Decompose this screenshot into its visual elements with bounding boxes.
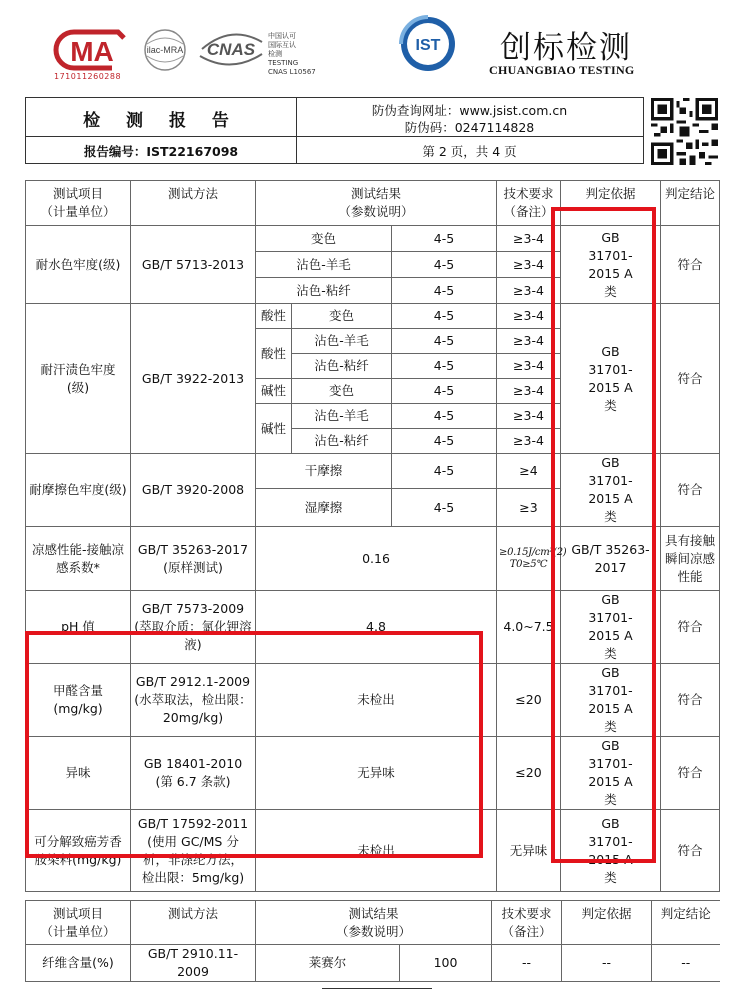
result-value: 4-5 (392, 278, 497, 304)
header-item: 测试项目 （计量单位） (26, 901, 131, 945)
req-cell: ≥0.15J/cm²(2) T0≥5℃ (497, 527, 561, 591)
alkali-label: 碱性 (256, 404, 292, 454)
result-label: 沾色-羊毛 (256, 252, 392, 278)
result-value: 未检出 (256, 810, 497, 892)
req-cell: ≥3-4 (497, 429, 561, 454)
header-conclusion: 判定结论 (652, 901, 720, 945)
acid-label: 酸性 (256, 304, 292, 329)
basis-cell: GB 31701-2015 A 类 (561, 810, 661, 892)
conclusion-cell: 符合 (661, 454, 720, 527)
cnas-line: 国际互认 (268, 41, 296, 49)
result-value: 4-5 (392, 489, 497, 527)
result-value: 4-5 (392, 226, 497, 252)
cnas-caption (268, 32, 316, 77)
report-header (25, 97, 644, 164)
table-row (26, 304, 720, 329)
header-item: 测试项目 （计量单位） (26, 181, 131, 226)
req-cell: ≥3-4 (497, 354, 561, 379)
conclusion-cell: -- (652, 945, 720, 982)
header-req: 技术要求 （备注） (497, 181, 561, 226)
result-label: 干摩擦 (256, 454, 392, 489)
result-value: 4-5 (392, 252, 497, 278)
req-cell: ≥3-4 (497, 252, 561, 278)
item-cell: 异味 (26, 737, 131, 810)
result-value: 4-5 (392, 379, 497, 404)
req-cell: -- (492, 945, 562, 982)
conclusion-cell: 符合 (661, 226, 720, 304)
method-cell: GB/T 17592-2011 (使用 GC/MS 分析，非涤纶方法，检出限：5mg/kg) (131, 810, 256, 892)
qr-code-icon[interactable] (651, 98, 718, 165)
header-result: 测试结果 （参数说明） (256, 181, 497, 226)
cma-text: MA (70, 36, 114, 67)
conclusion-cell: 符合 (661, 304, 720, 454)
cma-logo (52, 28, 128, 72)
req-cell: ≥3-4 (497, 404, 561, 429)
method-cell: GB/T 35263-2017 (原样测试) (131, 527, 256, 591)
fiber-content-table (25, 900, 720, 982)
divider (322, 988, 432, 989)
req-cell: ≥3 (497, 489, 561, 527)
result-value: 无异味 (256, 737, 497, 810)
brand-name-en: CHUANGBIAO TESTING (489, 63, 635, 77)
table-row (26, 810, 720, 892)
result-value: 4.8 (256, 591, 497, 664)
basis-cell: GB/T 35263-2017 (561, 527, 661, 591)
conclusion-cell: 符合 (661, 737, 720, 810)
result-value: 100 (400, 945, 492, 982)
table-row (26, 664, 720, 737)
alkali-label: 碱性 (256, 379, 292, 404)
cnas-line: TESTING (268, 59, 299, 67)
table-row (26, 737, 720, 810)
header-method: 测试方法 (131, 181, 256, 226)
cnas-line: 检测 (268, 50, 282, 58)
item-cell: 可分解致癌芳香胺染料(mg/kg) (26, 810, 131, 892)
basis-cell: GB 31701-2015 A 类 (561, 737, 661, 810)
method-cell: GB/T 3922-2013 (131, 304, 256, 454)
brand-name-cn: 创标检测 (500, 30, 632, 66)
report-number: 报告编号：IST22167098 (83, 144, 239, 159)
report-title: 检 测 报 告 (83, 111, 239, 131)
item-cell: 耐汗渍色牢度(级) (26, 304, 131, 454)
req-cell: ≤20 (497, 737, 561, 810)
req-cell: ≥3-4 (497, 379, 561, 404)
header-method: 测试方法 (131, 901, 256, 945)
acid-label: 酸性 (256, 329, 292, 379)
result-label: 沾色-粘纤 (256, 278, 392, 304)
header-basis: 判定依据 (562, 901, 652, 945)
table-row (26, 591, 720, 664)
ist-text: IST (415, 37, 441, 54)
cnas-line: CNAS L10567 (268, 68, 316, 76)
basis-cell: GB 31701-2015 A 类 (561, 454, 661, 527)
table-row (26, 454, 720, 489)
method-cell: GB 18401-2010 (第 6.7 条款) (131, 737, 256, 810)
anti-fake-code: 防伪码：0247114828 (404, 120, 535, 135)
logo-strip (52, 22, 712, 82)
conclusion-cell: 符合 (661, 810, 720, 892)
req-cell: ≥3-4 (497, 278, 561, 304)
header-basis: 判定依据 (561, 181, 661, 226)
ist-logo (398, 14, 458, 74)
page-info: 第 2 页，共 4 页 (422, 144, 517, 159)
cnas-text: CNAS (206, 40, 256, 59)
basis-cell: -- (562, 945, 652, 982)
table-row (26, 226, 720, 252)
result-label: 湿摩擦 (256, 489, 392, 527)
header-req: 技术要求 （备注） (492, 901, 562, 945)
ilac-logo (138, 28, 192, 72)
table-row (26, 945, 720, 982)
basis-cell: GB 31701-2015 A 类 (561, 591, 661, 664)
conclusion-cell: 符合 (661, 591, 720, 664)
result-value: 4-5 (392, 329, 497, 354)
req-cell: 4.0~7.5 (497, 591, 561, 664)
table-row (26, 527, 720, 591)
result-value: 4-5 (392, 454, 497, 489)
table-header-row (26, 901, 720, 945)
item-cell: pH 值 (26, 591, 131, 664)
basis-cell: GB 31701-2015 A 类 (561, 664, 661, 737)
basis-cell: GB 31701-2015 A 类 (561, 304, 661, 454)
header-conclusion: 判定结论 (661, 181, 720, 226)
result-value: 4-5 (392, 429, 497, 454)
result-value: 未检出 (256, 664, 497, 737)
item-cell: 凉感性能-接触凉感系数* (26, 527, 131, 591)
req-cell: ≥4 (497, 454, 561, 489)
item-cell: 甲醛含量 (mg/kg) (26, 664, 131, 737)
result-label: 变色 (292, 379, 392, 404)
table-header-row (26, 181, 720, 226)
result-label: 沾色-粘纤 (292, 429, 392, 454)
item-cell: 耐水色牢度(级) (26, 226, 131, 304)
method-cell: GB/T 2912.1-2009 (水萃取法，检出限：20mg/kg) (131, 664, 256, 737)
result-label: 莱赛尔 (256, 945, 400, 982)
basis-cell: GB 31701-2015 A 类 (561, 226, 661, 304)
method-cell: GB/T 3920-2008 (131, 454, 256, 527)
ilac-text: ilac-MRA (146, 45, 184, 55)
conclusion-cell: 具有接触瞬间凉感性能 (661, 527, 720, 591)
anti-fake-info (296, 102, 643, 136)
method-cell: GB/T 2910.11-2009 (131, 945, 256, 982)
item-cell: 耐摩擦色牢度(级) (26, 454, 131, 527)
req-cell: 无异味 (497, 810, 561, 892)
result-label: 变色 (292, 304, 392, 329)
cnas-line: 中国认可 (268, 32, 296, 40)
req-cell: ≥3-4 (497, 226, 561, 252)
result-value: 4-5 (392, 304, 497, 329)
method-cell: GB/T 5713-2013 (131, 226, 256, 304)
query-url[interactable]: 防伪查询网址：www.jsist.com.cn (371, 103, 568, 118)
result-label: 沾色-羊毛 (292, 404, 392, 429)
conclusion-cell: 符合 (661, 664, 720, 737)
result-value: 4-5 (392, 354, 497, 379)
result-value: 4-5 (392, 404, 497, 429)
header-result: 测试结果 （参数说明） (256, 901, 492, 945)
result-label: 沾色-粘纤 (292, 354, 392, 379)
cma-number: 171011260288 (54, 72, 122, 81)
cnas-logo (196, 30, 266, 68)
req-cell: ≤20 (497, 664, 561, 737)
method-cell: GB/T 7573-2009 (萃取介质：氯化钾溶液) (131, 591, 256, 664)
result-value: 0.16 (256, 527, 497, 591)
req-cell: ≥3-4 (497, 329, 561, 354)
result-label: 变色 (256, 226, 392, 252)
item-cell: 纤维含量(%) (26, 945, 131, 982)
req-cell: ≥3-4 (497, 304, 561, 329)
test-results-table (25, 180, 720, 892)
result-label: 沾色-羊毛 (292, 329, 392, 354)
